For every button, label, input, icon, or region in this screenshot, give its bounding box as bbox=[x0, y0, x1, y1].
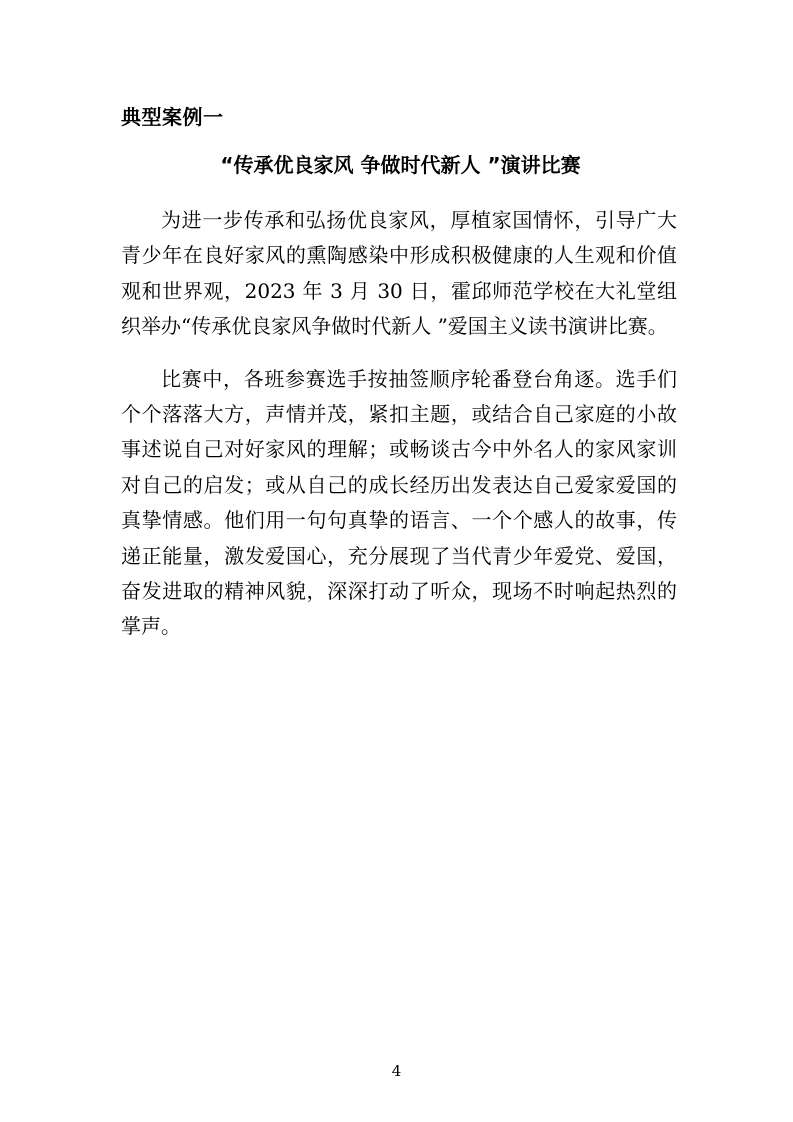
section-label: 典型案例一 bbox=[121, 105, 224, 129]
body-text bbox=[121, 203, 677, 645]
document-title: “传承优良家风 争做时代新人 ”演讲比赛 bbox=[220, 153, 581, 177]
paragraph-1: 为进一步传承和弘扬优良家风，厚植家国情怀，引导广大青少年在良好家风的熏陶感染中形成积极健康的人生观和价值观和世界观，2023 年 3 月 30 日，霍邱师范学校在大礼堂组织举办“传承优良家风争做时代新人 ”爱国主义读书演讲比赛。 bbox=[121, 208, 677, 339]
paragraph-2: 比赛中，各班参赛选手按抽签顺序轮番登台角逐。选手们个个落落大方，声情并茂，紧扣主题，或结合自己家庭的小故事述说自己对好家风的理解；或畅谈古今中外名人的家风家训对自己的启发；或从自己的成长经历出发表达自己爱家爱国的真挚情感。他们用一句句真挚的语言、一个个感人的故事，传递正能量，激发爱国心，充分展现了当代青少年爱党、爱国，奋发进取的精神风貌，深深打动了听众，现场不时响起热烈的掌声。 bbox=[121, 366, 677, 639]
page-number: 4 bbox=[391, 1062, 402, 1080]
